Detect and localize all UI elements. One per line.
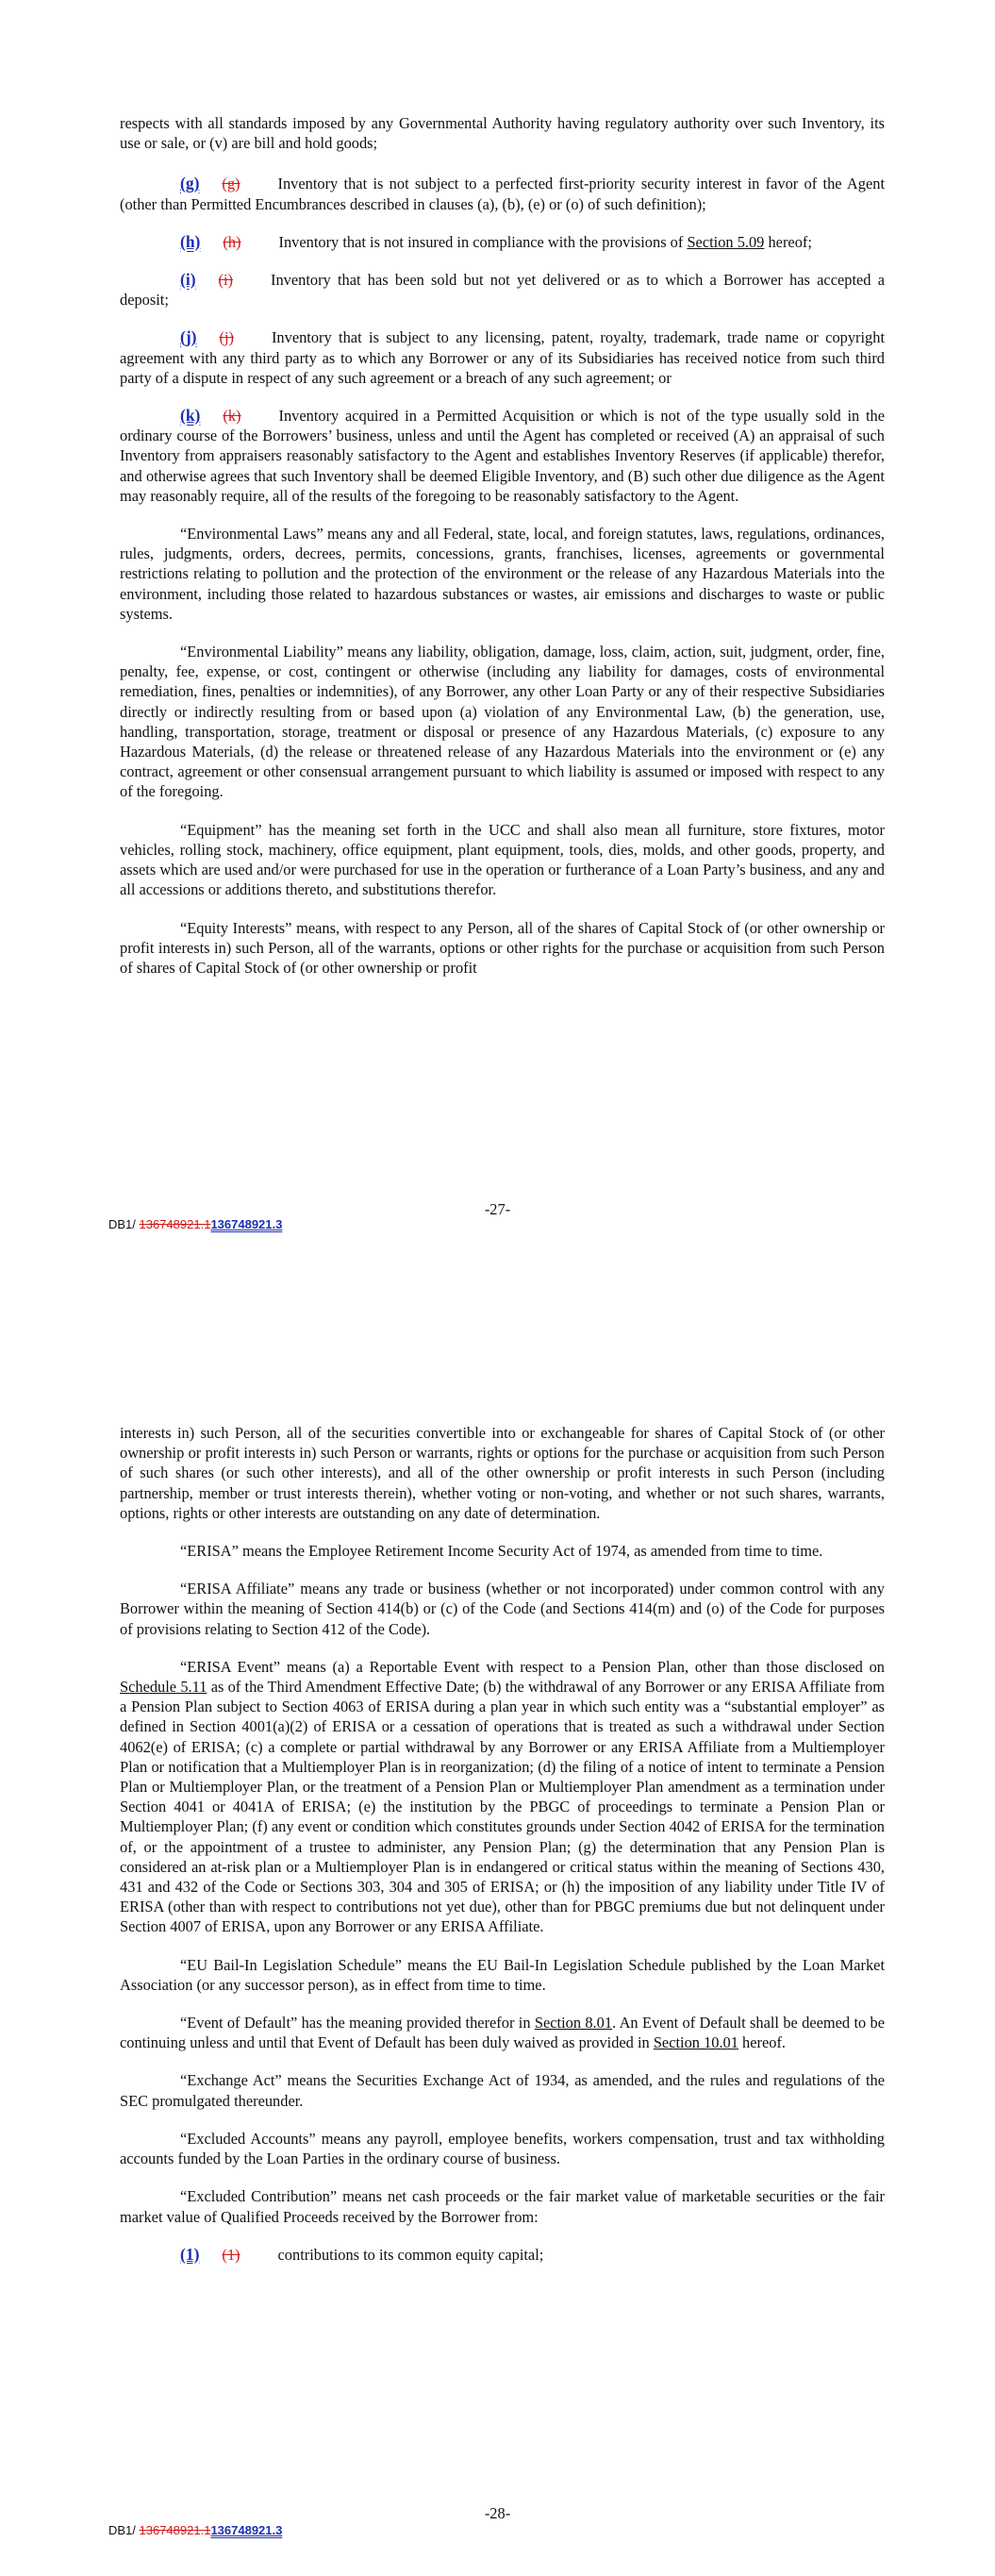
clause-marker-deleted: (g)	[222, 175, 240, 193]
document-id	[108, 1217, 282, 1231]
definition-eu-bail-in: “EU Bail-In Legislation Schedule” means the EU Bail-In Legislation Schedule published by the Loan Market Association (or any successor person), as in effect from time to time.	[120, 1955, 885, 1994]
page-number: -27-	[484, 1200, 511, 1218]
document-id-deleted: 136748921.1	[139, 1217, 211, 1231]
document-id-prefix: DB1/	[108, 2523, 140, 2537]
clause-marker-new: (j)	[180, 327, 197, 347]
clause-k	[120, 406, 885, 506]
clause-marker-new: (g)	[180, 174, 200, 193]
definition-event-of-default	[120, 2013, 885, 2052]
clause-marker-deleted: (i)	[218, 271, 234, 290]
clause-marker-new: (i)	[180, 270, 196, 290]
page-number: -28-	[484, 2504, 511, 2522]
page-27-body	[120, 113, 885, 995]
continuation-paragraph: respects with all standards imposed by any Governmental Authority having regulatory authority over such Inventory, its use or sale, or (v) are bill and hold goods;	[120, 114, 885, 153]
definition-environmental-liability: “Environmental Liability” means any liability, obligation, damage, loss, claim, action, suit, judgment, order, fine, penalty, fee, expense, or cost, contingent or otherwise (including any liability for damages, costs of environmental remediation, fines, penalties or indemnities), of any Borrower, any other Loan Party or any of their respective Subsidiaries directly or indirectly resulting from or based upon (a) violation of any Environmental Law, (b) the generation, use, handling, transportation, storage, treatment or disposal or presence of any Hazardous Materials, (c) exposure to any Hazardous Materials, (d) the release or threatened release of any Hazardous Materials into the environment or (e) any contract, agreement or other consensual arrangement pursuant to which liability is assumed or imposed with respect to any of the foregoing.	[120, 643, 885, 801]
definition-equity-interests: “Equity Interests” means, with respect to any Person, all of the shares of Capital Stock of (or other ownership or profit interests in) such Person, all of the warrants, options or other rights for the purchase or acquisition from such Person of shares of Capital Stock of (or other ownership or profit	[120, 918, 885, 977]
document-id-deleted: 136748921.1	[139, 2523, 211, 2537]
clause-text: contributions to its common equity capital;	[277, 2245, 544, 2264]
definition-excluded-accounts: “Excluded Accounts” means any payroll, employee benefits, workers compensation, trust and tax withholding accounts funded by the Loan Parties in the ordinary course of business.	[120, 2129, 885, 2168]
clause-text: Inventory that is not insured in compliance with the provisions of	[278, 232, 688, 251]
clause-1	[120, 2245, 885, 2265]
clause-j	[120, 327, 885, 388]
definition-equipment: “Equipment” has the meaning set forth in the UCC and shall also mean all furniture, store fixtures, motor vehicles, rolling stock, machinery, office equipment, plant equipment, tools, dies, molds, and other goods, property, and assets which are used and/or were purchased for use in the operation or furtherance of a Loan Party’s business, and any and all accessions or additions thereto, and substitutions therefor.	[120, 820, 885, 899]
clause-text: Inventory that is not subject to a perfected first-priority security interest in favor of the Agent (other than Permitted Encumbrances described in clauses (a), (b), (e) or (o) of such definition);	[120, 175, 885, 213]
clause-i	[120, 270, 885, 309]
clause-h	[120, 232, 885, 252]
clause-marker-deleted: (j)	[219, 328, 234, 347]
clause-marker-new: (h)	[180, 231, 201, 251]
section-reference: Section 8.01	[534, 2014, 613, 2032]
definition-text: . An Event of Default shall be deemed to be continuing unless and until that Event of Default has been duly waived as provided in	[120, 2014, 886, 2052]
clause-text: Inventory that has been sold but not yet delivered or as to which a Borrower has accepted a deposit;	[120, 271, 885, 309]
page-28	[0, 1366, 995, 2576]
document-id-new: 136748921.3	[210, 2523, 283, 2537]
section-reference: Section 5.09	[687, 232, 765, 251]
clause-text: Inventory that is subject to any licensing, patent, royalty, trademark, trade name or copyright agreement with any third party as to which any Borrower or any of its Subsidiaries has received notice from such third party of a dispute in respect of any such agreement or a breach of any such agreement; or	[120, 328, 885, 387]
clause-marker-new: (k)	[180, 406, 201, 426]
clause-marker-deleted: (h)	[223, 232, 241, 251]
clause-marker-deleted: (1)	[222, 2245, 240, 2264]
definition-text: as of the Third Amendment Effective Date; (b) the withdrawal of any Borrower or any ERISA Affiliate from a Pension Plan subject to Section 4063 of ERISA during a plan year in which such entity was a “substantial employer” as defined in Section 4001(a)(2) of ERISA or a cessation of operations that is treated as such a withdrawal under Section 4062(e) of ERISA; (c) a complete or partial withdrawal by any Borrower or any ERISA Affiliate from a Multiemployer Plan or notification that a Multiemployer Plan is in reorganization; (d) the filing of a notice of intent to terminate a Pension Plan or Multiemployer Plan, or the treatment of a Pension Plan or Multiemployer Plan amendment as a termination under Section 4041 or 4041A of ERISA; (e) the institution by the PBGC of proceedings to terminate a Pension Plan or Multiemployer Plan; (f) any event or condition which constitutes grounds under Section 4042 of ERISA for the termination of, or the appointment of a trustee to administer, any Pension Plan; (g) the determination that any Pension Plan is considered an at-risk plan or a Multiemployer Plan is in endangered or critical status within the meaning of Sections 430, 431 and 432 of the Code or Sections 303, 304 and 305 of ERISA; or (h) the imposition of any liability under Title IV of ERISA (other than with respect to contributions not yet due), other than for PBGC premiums due but not delinquent under Section 4007 of ERISA, upon any Borrower or any ERISA Affiliate.	[120, 1678, 885, 1936]
clause-text: Inventory acquired in a Permitted Acquisition or which is not of the type usually sold in the ordinary course of the Borrowers’ business, unless and until the Agent has completed or received (A) an appraisal of such Inventory from appraisers reasonably satisfactory to the Agent and establishes Inventory Reserves (if applicable) therefor, and otherwise agrees that such Inventory shall be deemed Eligible Inventory, and (B) such other due diligence as the Agent may reasonably require, all of the results of the foregoing to be reasonably satisfactory to the Agent.	[120, 407, 885, 505]
document-id-prefix: DB1/	[108, 1217, 140, 1231]
section-reference: Section 10.01	[653, 2033, 738, 2052]
document-id-new: 136748921.3	[210, 1217, 283, 1231]
definition-erisa-event	[120, 1657, 885, 1937]
definition-exchange-act: “Exchange Act” means the Securities Exchange Act of 1934, as amended, and the rules and regulations of the SEC promulgated thereunder.	[120, 2071, 885, 2110]
definition-erisa-affiliate: “ERISA Affiliate” means any trade or business (whether or not incorporated) under common control with any Borrower within the meaning of Section 414(b) or (c) of the Code (and Sections 414(m) and (o) of the Code for purposes of provisions relating to Section 412 of the Code).	[120, 1580, 885, 1638]
definition-text: “Event of Default” has the meaning provided therefor in	[180, 2014, 535, 2032]
definition-erisa: “ERISA” means the Employee Retirement Income Security Act of 1974, as amended from time to time.	[180, 1542, 823, 1561]
page-27	[0, 0, 995, 1264]
page-28-body	[120, 1423, 885, 2283]
document-id	[108, 2523, 282, 2537]
clause-marker-new: (1)	[180, 2244, 200, 2264]
clause-g	[120, 174, 885, 213]
page-gap	[0, 1264, 995, 1366]
clause-marker-deleted: (k)	[223, 407, 241, 426]
definition-excluded-contribution: “Excluded Contribution” means net cash proceeds or the fair market value of marketable securities or the fair market value of Qualified Proceeds received by the Borrower from:	[120, 2187, 885, 2226]
definition-environmental-laws: “Environmental Laws” means any and all Federal, state, local, and foreign statutes, laws, regulations, ordinances, rules, judgments, orders, decrees, permits, concessions, grants, franchises, licenses, agreements or governmental restrictions relating to pollution and the protection of the environment or the release of any Hazardous Materials into the environment, including those related to hazardous substances or wastes, air emissions and discharges to waste or public systems.	[120, 525, 885, 623]
clause-text: hereof;	[764, 232, 812, 251]
continuation-paragraph: interests in) such Person, all of the securities convertible into or exchangeable for shares of Capital Stock of (or other ownership or profit interests in) such Person or warrants, rights or options for the purchase or acquisition from such Person of such shares (or such other interests), and all of the other ownership or profit interests in such Person (including partnership, member or trust interests therein), whether voting or non-voting, and whether or not such shares, warrants, options, rights or other interests are outstanding on any date of determination.	[120, 1424, 885, 1522]
definition-text: “ERISA Event” means (a) a Reportable Event with respect to a Pension Plan, other than those disclosed on	[180, 1657, 885, 1676]
definition-text: hereof.	[738, 2033, 787, 2052]
schedule-reference: Schedule 5.11	[120, 1678, 207, 1697]
